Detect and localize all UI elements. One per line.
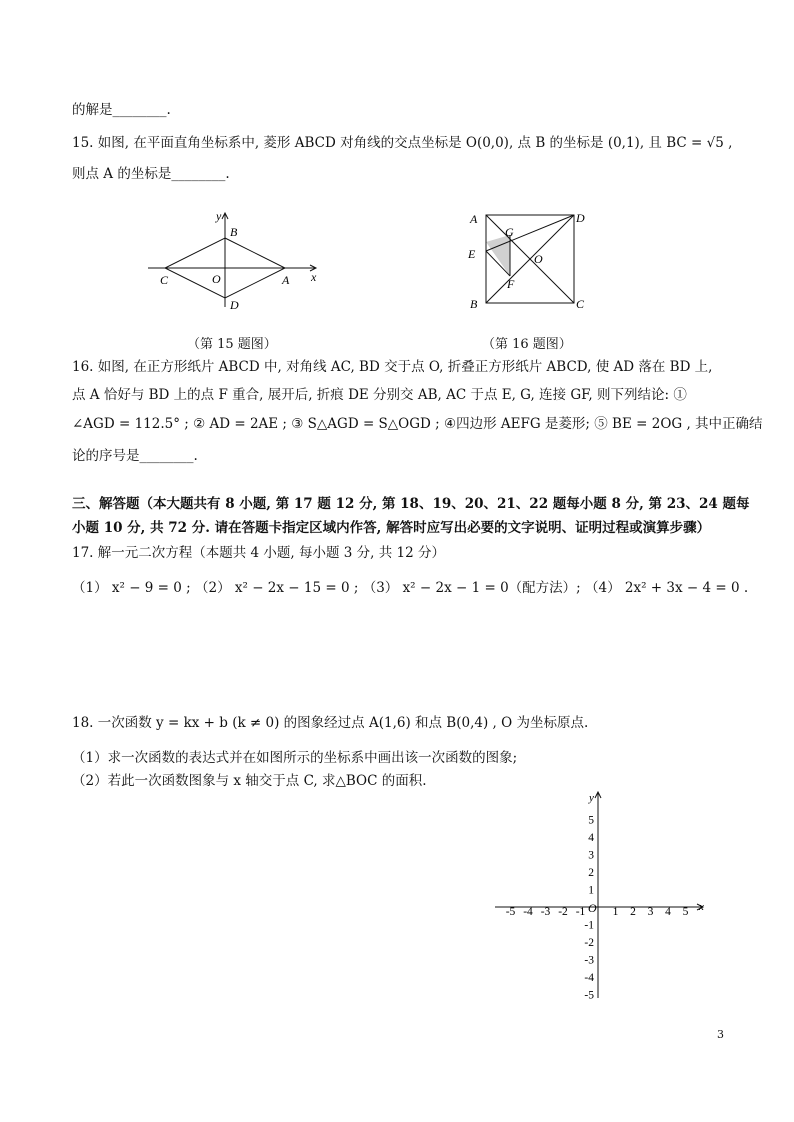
fig16-label-O: O: [534, 252, 543, 266]
grid-y-tick-label: 2: [588, 867, 594, 879]
fig15-label-D: D: [230, 298, 239, 312]
grid-y-tick-label: 5: [588, 814, 594, 827]
grid-x-tick-label: 1: [612, 906, 619, 918]
q15-line1: 15. 如图, 在平面直角坐标系中, 菱形 ABCD 对角线的交点坐标是 O(0,0), 点 B 的坐标是 (0,1), 且 BC = √5 ,: [72, 135, 733, 151]
fig15-label-B: B: [230, 225, 238, 239]
grid-x-tick-label: -3: [540, 906, 551, 918]
fig15-caption: （第 15 题图）: [187, 337, 277, 352]
grid-y-tick-label: -1: [584, 919, 594, 932]
section3-line1: 三、解答题（本大题共有 8 小题, 第 17 题 12 分, 第 18、19、20、21、22 题每小题 8 分, 第 23、24 题每: [72, 496, 750, 512]
grid-x-tick-label: -2: [558, 906, 568, 918]
q15-line2: 则点 A 的坐标是________.: [72, 166, 230, 182]
fig15-label-O: O: [212, 272, 221, 286]
grid-x-tick-label: -1: [575, 906, 586, 918]
fig16-label-D: D: [576, 211, 585, 225]
figure-16: [462, 207, 592, 312]
coordinate-grid: [495, 788, 715, 1003]
q16-line1: 16. 如图, 在正方形纸片 ABCD 中, 对角线 AC, BD 交于点 O, 折叠正方形纸片 ABCD, 使 AD 落在 BD 上,: [72, 359, 713, 375]
grid-y-tick-label: -5: [584, 989, 594, 1002]
grid-x-label: x: [699, 901, 704, 913]
section3-line2: 小题 10 分, 共 72 分. 请在答题卡指定区域内作答, 解答时应写出必要的文字说明、证明过程或演算步骤）: [72, 520, 711, 536]
grid-x-tick-label: -5: [505, 906, 516, 918]
q17-title: 17. 解一元二次方程（本题共 4 小题, 每小题 3 分, 共 12 分）: [72, 545, 446, 561]
q14-tail: 的解是________.: [72, 102, 171, 118]
fig16-label-F: F: [507, 277, 515, 291]
fig16-label-C: C: [576, 297, 585, 311]
q16-line4: 论的序号是________.: [72, 448, 198, 464]
q16-line2: 点 A 恰好与 BD 上的点 F 重合, 展开后, 折痕 DE 分别交 AB, AC 于点 E, G, 连接 GF, 则下列结论: ①: [72, 387, 687, 403]
grid-x-tick-label: 4: [665, 906, 671, 918]
grid-y-tick-label: -3: [584, 954, 594, 967]
fig15-label-x: x: [311, 270, 317, 284]
grid-x-tick-label: 5: [682, 906, 689, 918]
figure-15: [148, 205, 328, 315]
grid-y-tick-label: -2: [584, 937, 594, 949]
grid-origin-label: O: [588, 901, 597, 915]
fig16-label-E: E: [468, 247, 476, 261]
grid-y-tick-label: -4: [584, 972, 594, 984]
grid-y-tick-label: 3: [588, 849, 594, 862]
grid-y-label: y: [589, 792, 594, 804]
fig15-label-y: y: [216, 209, 222, 223]
fig16-label-G: G: [505, 225, 514, 239]
grid-x-tick-label: -4: [523, 906, 533, 918]
q18-line3: （2）若此一次函数图象与 x 轴交于点 C, 求△BOC 的面积.: [72, 773, 427, 789]
grid-x-tick-label: 2: [630, 906, 636, 918]
fig16-caption: （第 16 题图）: [482, 337, 572, 352]
q16-line3: ∠AGD = 112.5° ; ② AD = 2AE ; ③ S△AGD = S△OGD ; ④四边形 AEFG 是菱形; ⑤ BE = 2OG , 其中正确结: [72, 416, 763, 432]
fig15-label-C: C: [160, 273, 169, 287]
fig16-label-B: B: [470, 297, 478, 311]
q18-line1: 18. 一次函数 y = kx + b (k ≠ 0) 的图象经过点 A(1,6) 和点 B(0,4) , O 为坐标原点.: [72, 715, 589, 731]
q18-line2: （1）求一次函数的表达式并在如图所示的坐标系中画出该一次函数的图象;: [72, 750, 518, 766]
page-number: 3: [717, 1028, 724, 1041]
fig16-label-A: A: [470, 212, 478, 226]
grid-y-tick-label: 1: [588, 884, 594, 897]
q17-items: （1） x² − 9 = 0 ; （2） x² − 2x − 15 = 0 ; （3） x² − 2x − 1 = 0（配方法）; （4） 2x² + 3x − 4 = 0 .: [72, 580, 749, 596]
fig15-label-A: A: [282, 273, 290, 287]
grid-x-tick-label: 3: [647, 906, 654, 918]
grid-y-tick-label: 4: [588, 832, 594, 844]
